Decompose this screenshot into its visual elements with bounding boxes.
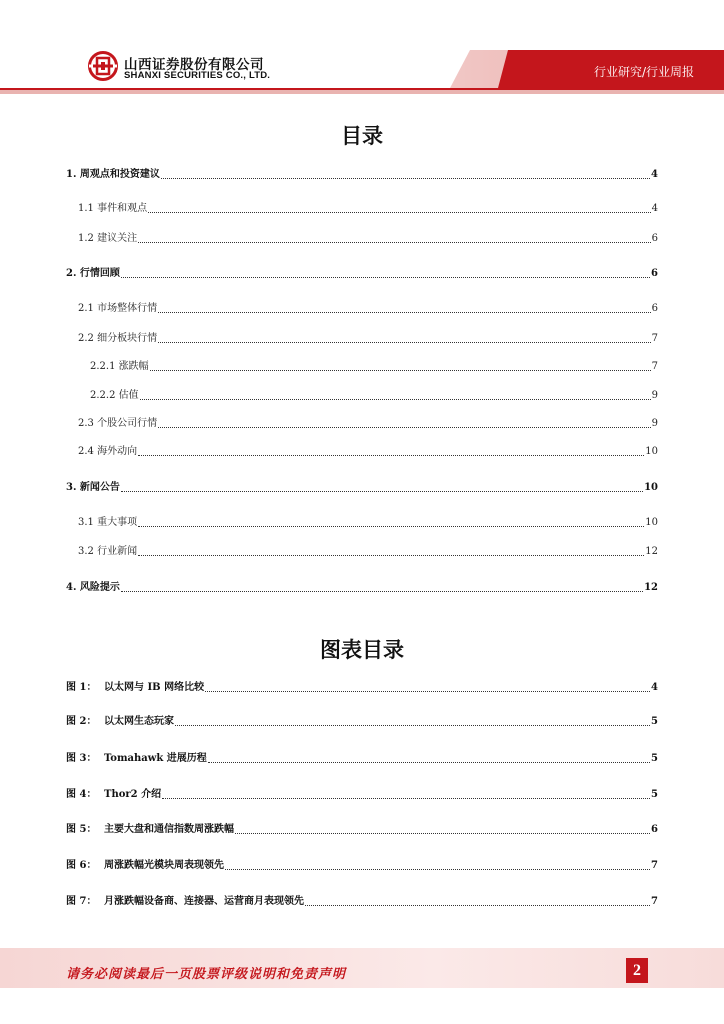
figures-title: 图表目录 <box>320 638 404 662</box>
figure-number: 图 5： <box>66 824 97 835</box>
toc-item-label: 2.3 个股公司行情 <box>78 418 158 429</box>
leader-dots <box>138 455 644 456</box>
figure-page: 7 <box>651 860 658 871</box>
figure-item[interactable] <box>66 896 658 908</box>
figure-item[interactable] <box>66 860 658 872</box>
figure-item[interactable] <box>66 824 658 836</box>
toc-item[interactable] <box>78 233 658 245</box>
toc-item[interactable] <box>90 390 658 402</box>
toc-item-label: 2. 行情回顾 <box>66 268 120 279</box>
figure-page: 5 <box>651 753 658 764</box>
toc-item[interactable] <box>78 303 658 315</box>
header-banner <box>0 0 724 100</box>
figure-label: 以太网生态玩家 <box>104 716 174 727</box>
leader-dots <box>158 312 651 313</box>
leader-dots <box>158 342 651 343</box>
toc-item-label: 1.2 建议关注 <box>78 233 138 244</box>
leader-dots <box>208 762 650 763</box>
figure-label: 周涨跌幅光模块周表现领先 <box>104 860 224 871</box>
toc-item[interactable] <box>66 268 658 280</box>
toc-item[interactable] <box>78 517 658 529</box>
toc-item-page: 9 <box>651 390 658 401</box>
leader-dots <box>158 427 651 428</box>
toc-item[interactable] <box>66 169 658 181</box>
toc-item-page: 4 <box>651 169 658 180</box>
figure-label: 主要大盘和通信指数周涨跌幅 <box>104 824 234 835</box>
leader-dots <box>225 869 650 870</box>
toc-item-label: 2.2.2 估值 <box>90 390 139 401</box>
company-name-en: SHANXI SECURITIES CO., LTD. <box>124 70 271 81</box>
leader-dots <box>140 399 651 400</box>
figure-item[interactable] <box>66 682 658 694</box>
toc-item-label: 1.1 事件和观点 <box>78 203 148 214</box>
toc-item-label: 2.2 细分板块行情 <box>78 333 158 344</box>
toc-item[interactable] <box>78 446 658 458</box>
page-number: 2 <box>626 958 648 983</box>
figure-page: 5 <box>651 789 658 800</box>
figure-item[interactable] <box>66 789 658 801</box>
toc-item-label: 3.2 行业新闻 <box>78 546 138 557</box>
toc-item-label: 1. 周观点和投资建议 <box>66 169 160 180</box>
leader-dots <box>138 242 651 243</box>
figure-label: Thor2 介绍 <box>104 789 162 800</box>
leader-dots <box>121 491 643 492</box>
figure-number: 图 4： <box>66 789 97 800</box>
figure-number: 图 6： <box>66 860 97 871</box>
leader-dots <box>138 526 644 527</box>
shanxi-securities-logo-icon <box>88 51 118 81</box>
disclaimer-text: 请务必阅读最后一页股票评级说明和免责声明 <box>66 967 347 982</box>
figure-label: 月涨跌幅设备商、连接器、运营商月表现领先 <box>104 896 304 907</box>
leader-dots <box>162 798 650 799</box>
toc-item[interactable] <box>78 203 658 215</box>
toc-item-page: 6 <box>651 268 658 279</box>
toc-item-page: 6 <box>651 233 658 244</box>
company-name-cn: 山西证券股份有限公司 <box>124 57 264 73</box>
toc-item[interactable] <box>78 418 658 430</box>
leader-dots <box>150 370 651 371</box>
page-header <box>0 0 724 100</box>
toc-item[interactable] <box>66 482 658 494</box>
toc-item-label: 2.2.1 涨跌幅 <box>90 361 149 372</box>
leader-dots <box>138 555 644 556</box>
toc-title: 目录 <box>341 124 383 148</box>
leader-dots <box>205 691 650 692</box>
toc-item[interactable] <box>90 361 658 373</box>
toc-item-label: 2.1 市场整体行情 <box>78 303 158 314</box>
toc-item[interactable] <box>78 546 658 558</box>
toc-item-page: 10 <box>644 482 658 493</box>
toc-item-page: 10 <box>645 446 658 457</box>
leader-dots <box>161 178 650 179</box>
figure-number: 图 3： <box>66 753 97 764</box>
figure-page: 7 <box>651 896 658 907</box>
toc-item-page: 6 <box>651 303 658 314</box>
toc-item-page: 12 <box>644 582 658 593</box>
figure-item[interactable] <box>66 716 658 728</box>
toc-item-page: 4 <box>651 203 658 214</box>
leader-dots <box>235 833 650 834</box>
toc-item-label: 3.1 重大事项 <box>78 517 138 528</box>
toc-item[interactable] <box>78 333 658 345</box>
leader-dots <box>148 212 651 213</box>
figure-label: Tomahawk 进展历程 <box>104 753 207 764</box>
toc-item-page: 7 <box>651 361 658 372</box>
figure-item[interactable] <box>66 753 658 765</box>
leader-dots <box>121 277 650 278</box>
leader-dots <box>121 591 643 592</box>
toc-item-page: 12 <box>645 546 658 557</box>
figure-number: 图 7： <box>66 896 97 907</box>
toc-item-page: 10 <box>645 517 658 528</box>
figure-label: 以太网与 IB 网络比较 <box>104 682 205 693</box>
figure-number: 图 1： <box>66 682 97 693</box>
figure-page: 6 <box>651 824 658 835</box>
toc-item-label: 4. 风险提示 <box>66 582 120 593</box>
toc-item-label: 2.4 海外动向 <box>78 446 138 457</box>
figure-page: 5 <box>651 716 658 727</box>
leader-dots <box>175 725 650 726</box>
leader-dots <box>305 905 650 906</box>
toc-item-page: 7 <box>651 333 658 344</box>
toc-item[interactable] <box>66 582 658 594</box>
toc-item-label: 3. 新闻公告 <box>66 482 120 493</box>
figure-page: 4 <box>651 682 658 693</box>
figure-number: 图 2： <box>66 716 97 727</box>
toc-item-page: 9 <box>651 418 658 429</box>
report-type: 行业研究/行业周报 <box>593 65 694 79</box>
